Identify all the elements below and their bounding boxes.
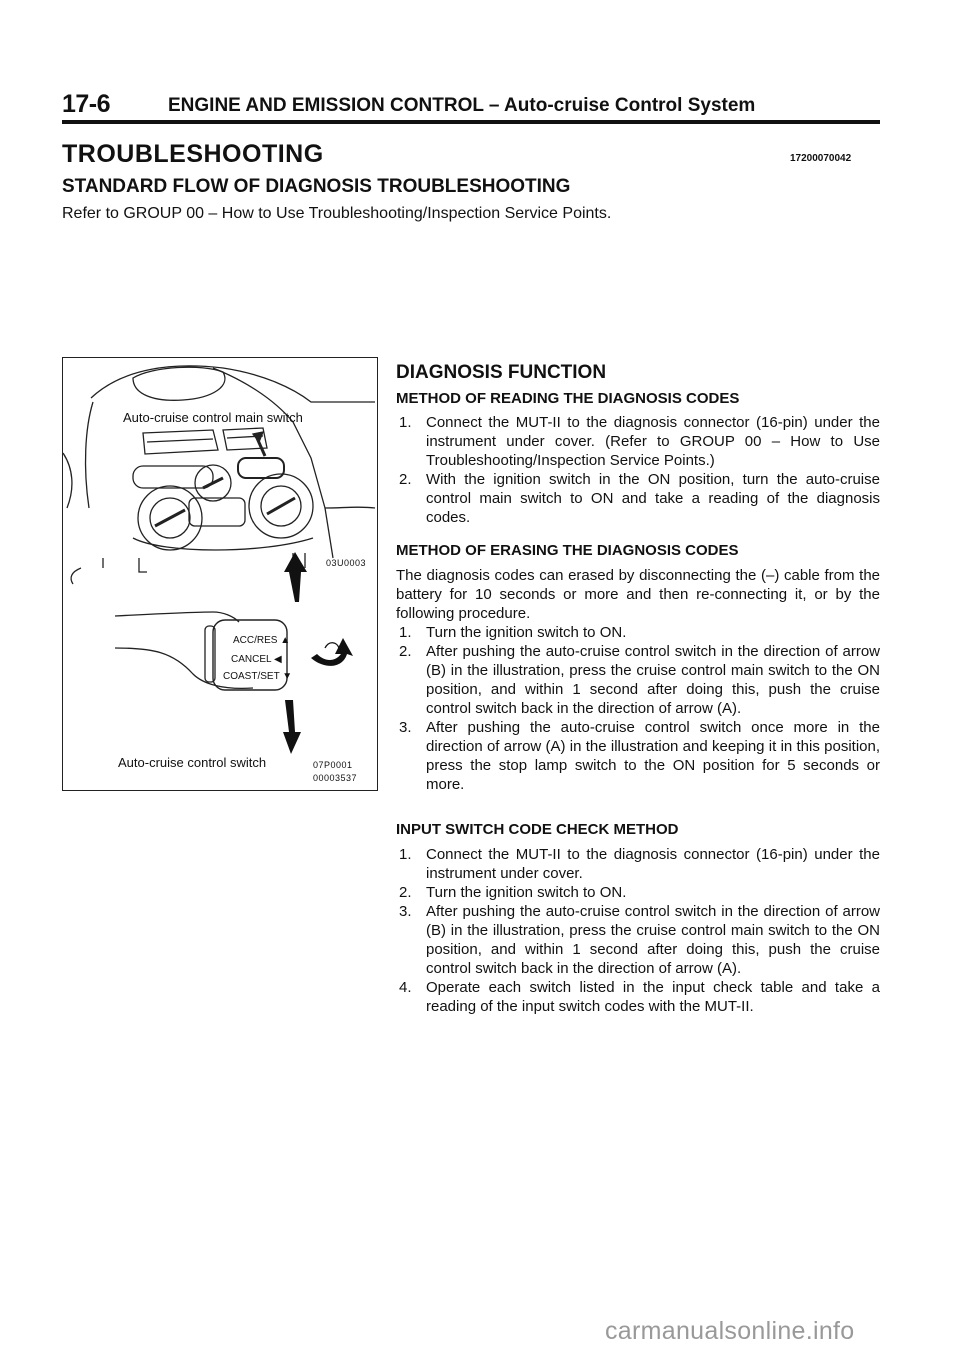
cruise-switch-label: Auto-cruise control switch bbox=[118, 755, 267, 770]
erasing-intro: The diagnosis codes can erased by disconnecting the (–) cable from the battery for 10 seconds or more and then re-connecting it, or by the following procedure. bbox=[396, 567, 880, 622]
figure-code-bottom: 07P0001 bbox=[313, 760, 353, 770]
section-title: TROUBLESHOOTING bbox=[62, 140, 324, 168]
switch-acc-res-label: ACC/RES ▲ bbox=[233, 635, 291, 646]
input-check-heading: INPUT SWITCH CODE CHECK METHOD bbox=[396, 821, 679, 838]
erasing-heading: METHOD OF ERASING THE DIAGNOSIS CODES bbox=[396, 542, 739, 559]
main-switch-label: Auto-cruise control main switch bbox=[123, 410, 303, 425]
header-rule bbox=[62, 120, 880, 124]
watermark: carmanualsonline.info bbox=[605, 1317, 855, 1345]
diagnosis-heading: DIAGNOSIS FUNCTION bbox=[396, 362, 607, 383]
erasing-steps bbox=[396, 623, 880, 794]
section-code: 17200070042 bbox=[790, 153, 852, 164]
list-item: 1. Connect the MUT-II to the diagnosis connector (16-pin) under the instrument under cover. bbox=[399, 846, 880, 882]
figure-code-top: 03U0003 bbox=[326, 558, 367, 568]
input-check-steps bbox=[396, 845, 880, 1016]
page-number: 17-6 bbox=[62, 90, 111, 118]
subsection-title: STANDARD FLOW OF DIAGNOSIS TROUBLESHOOTING bbox=[62, 176, 571, 197]
list-item: 3. After pushing the auto-cruise control switch in the direction of arrow (B) in the illustration, press the cruise control main switch to the ON position, and within 1 second after doing this, push the cruise control switch back in the direction of arrow (A). bbox=[399, 903, 880, 977]
list-item: 1. Connect the MUT-II to the diagnosis connector (16-pin) under the instrument under cover. (Refer to GROUP 00 – How to Use Troubleshooting/Inspection Service Points.) bbox=[399, 414, 880, 469]
page-header-title: ENGINE AND EMISSION CONTROL – Auto-cruise Control System bbox=[168, 95, 756, 116]
arrow-down-icon bbox=[283, 700, 301, 754]
list-item: 2. Turn the ignition switch to ON. bbox=[399, 884, 627, 901]
figure-id: 00003537 bbox=[313, 773, 358, 783]
reading-steps bbox=[396, 413, 880, 527]
switch-coast-set-label: COAST/SET ▼ bbox=[223, 671, 293, 682]
switch-cancel-label: CANCEL ◀ bbox=[231, 654, 282, 665]
list-item: 2. With the ignition switch in the ON position, turn the auto-cruise control main switch to ON and take a reading of the diagnosis codes. bbox=[399, 471, 880, 526]
list-item: 1. Turn the ignition switch to ON. bbox=[399, 624, 627, 641]
intro-text: Refer to GROUP 00 – How to Use Troubleshooting/Inspection Service Points. bbox=[62, 205, 612, 222]
list-item: 4. Operate each switch listed in the input check table and take a reading of the input switch codes with the MUT-II. bbox=[399, 979, 880, 1015]
list-item: 3. After pushing the auto-cruise control switch once more in the direction of arrow (A) in the illustration and keeping it in this position, press the stop lamp switch to the ON position for 5 seconds or more. bbox=[399, 719, 880, 793]
list-item: 2. After pushing the auto-cruise control switch in the direction of arrow (B) in the illustration, press the cruise control main switch to the ON position, and within 1 second after doing this, push the cruise control switch back in the direction of arrow (A). bbox=[399, 643, 880, 717]
illustration-figure bbox=[62, 357, 378, 791]
reading-heading: METHOD OF READING THE DIAGNOSIS CODES bbox=[396, 390, 740, 407]
arrow-a-icon bbox=[284, 552, 307, 602]
